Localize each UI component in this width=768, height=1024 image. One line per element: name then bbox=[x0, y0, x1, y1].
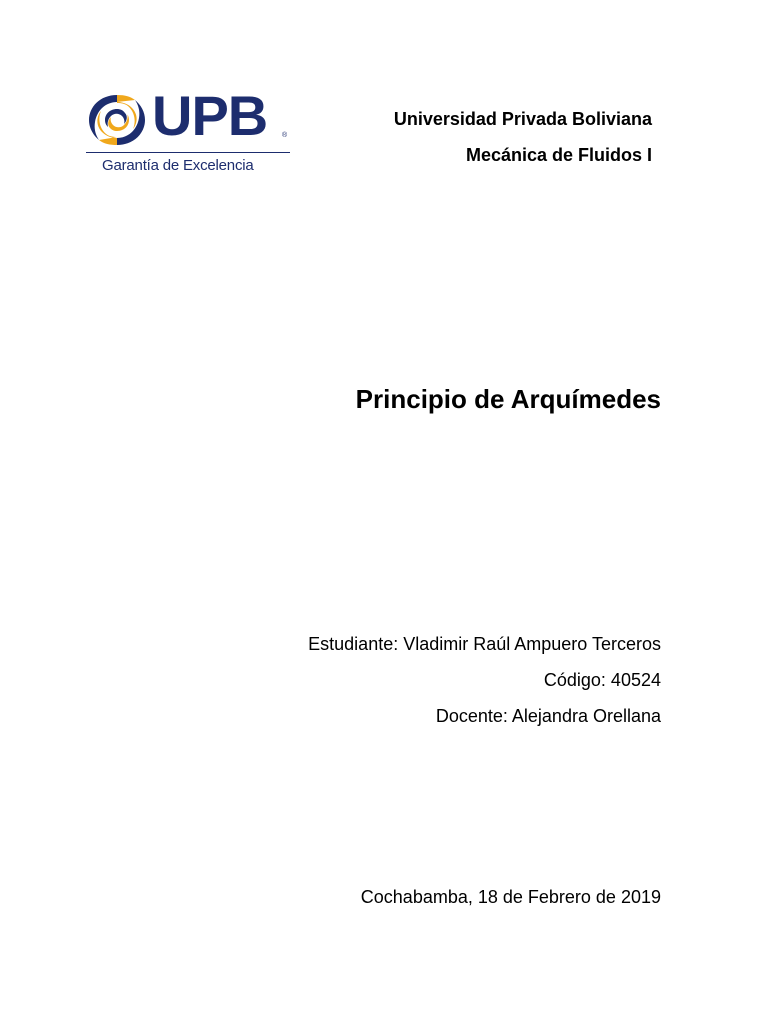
place-date-line: Cochabamba, 18 de Febrero de 2019 bbox=[360, 887, 661, 907]
logo-divider bbox=[86, 152, 290, 153]
logo-wordmark: UPB bbox=[152, 84, 268, 147]
logo-registered-mark: ® bbox=[282, 132, 288, 139]
university-name: Universidad Privada Boliviana bbox=[393, 109, 652, 129]
teacher-line: Docente: Alejandra Orellana bbox=[435, 706, 661, 726]
student-line: Estudiante: Vladimir Raúl Ampuero Terceros bbox=[308, 634, 661, 654]
course-name: Mecánica de Fluidos I bbox=[465, 145, 652, 165]
document-title: Principio de Arquímedes bbox=[355, 384, 661, 414]
logo-tagline: Garantía de Excelencia bbox=[102, 157, 254, 174]
student-code-line: Código: 40524 bbox=[543, 670, 661, 690]
upb-swirl-icon bbox=[86, 92, 148, 148]
upb-logo bbox=[86, 84, 296, 180]
